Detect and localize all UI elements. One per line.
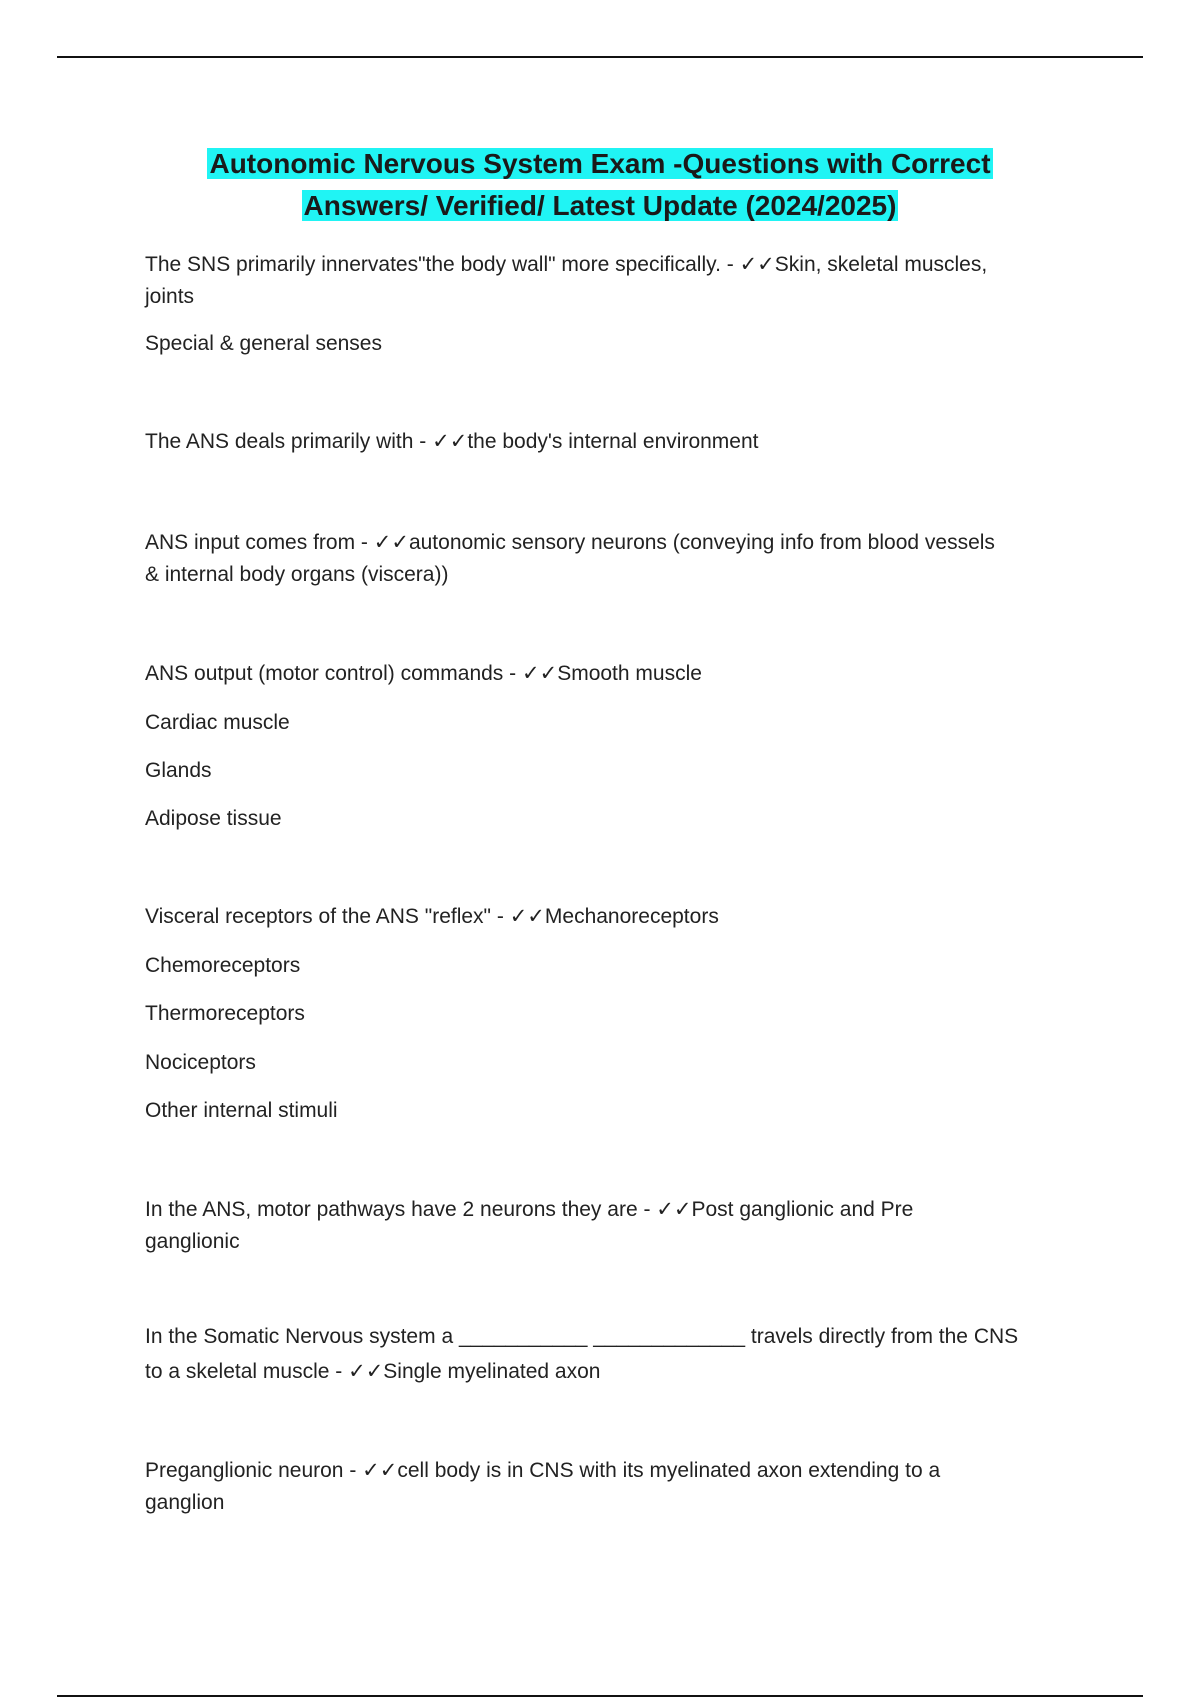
question-line: In the Somatic Nervous system a ___________ _____________ travels directly from the CNS (145, 1325, 1019, 1348)
answer-continuation: & internal body organs (viscera)) (145, 563, 449, 586)
answer-line: Special & general senses (145, 332, 382, 355)
top-rule (57, 56, 1143, 58)
qa-item-visceral-receptors (145, 901, 1065, 933)
answer-line: Chemoreceptors (145, 954, 301, 977)
answer-continuation: ganglion (145, 1491, 225, 1514)
title-line-1: Autonomic Nervous System Exam -Questions with Correct (209, 148, 991, 179)
question-line: The SNS primarily innervates"the body wall" more specifically. - ✓✓Skin, skeletal muscles, (145, 253, 988, 276)
check-icon: ✓✓ (521, 662, 558, 685)
question-line: ANS input comes from - ✓✓autonomic sensory neurons (conveying info from blood vessels (145, 531, 995, 554)
question-line: Preganglionic neuron - ✓✓cell body is in CNS with its myelinated axon extending to a (145, 1459, 941, 1482)
answer-line: Adipose tissue (145, 807, 282, 830)
answer-line: Other internal stimuli (145, 1099, 338, 1122)
answer-continuation: ganglionic (145, 1230, 240, 1253)
check-icon: ✓✓ (362, 1459, 398, 1482)
answer-continuation: joints (145, 285, 195, 308)
qa-item-sns-innervation (145, 249, 1065, 313)
check-icon: ✓✓ (656, 1198, 692, 1221)
question-line: In the ANS, motor pathways have 2 neurons they are - ✓✓Post ganglionic and Pre (145, 1198, 914, 1221)
qa-item-preganglionic-neuron (145, 1455, 1065, 1519)
check-icon: ✓✓ (373, 531, 409, 554)
answer-line: Cardiac muscle (145, 711, 290, 734)
answer-line: Nociceptors (145, 1051, 256, 1074)
title-line-2: Answers/ Verified/ Latest Update (2024/2025) (303, 190, 897, 221)
check-icon: ✓✓ (348, 1360, 384, 1383)
question-line: Visceral receptors of the ANS "reflex" - ✓✓Mechanoreceptors (145, 905, 719, 928)
check-icon: ✓✓ (432, 430, 468, 453)
answer-line: Glands (145, 759, 212, 782)
qa-item-somatic-nervous-system (145, 1321, 1065, 1388)
document-title (0, 143, 1200, 227)
qa-item-ans-output (145, 658, 1065, 690)
question-line: The ANS deals primarily with - ✓✓the body's internal environment (145, 430, 759, 453)
check-icon: ✓✓ (739, 253, 775, 276)
qa-item-motor-pathways (145, 1194, 1065, 1258)
answer-line: Thermoreceptors (145, 1002, 305, 1025)
question-line: ANS output (motor control) commands - ✓✓Smooth muscle (145, 662, 702, 685)
qa-item-ans-deals (145, 426, 1065, 458)
qa-item-ans-input (145, 527, 1065, 591)
question-line: to a skeletal muscle - ✓✓Single myelinated axon (145, 1360, 601, 1383)
check-icon: ✓✓ (509, 905, 545, 928)
bottom-rule (57, 1695, 1143, 1697)
